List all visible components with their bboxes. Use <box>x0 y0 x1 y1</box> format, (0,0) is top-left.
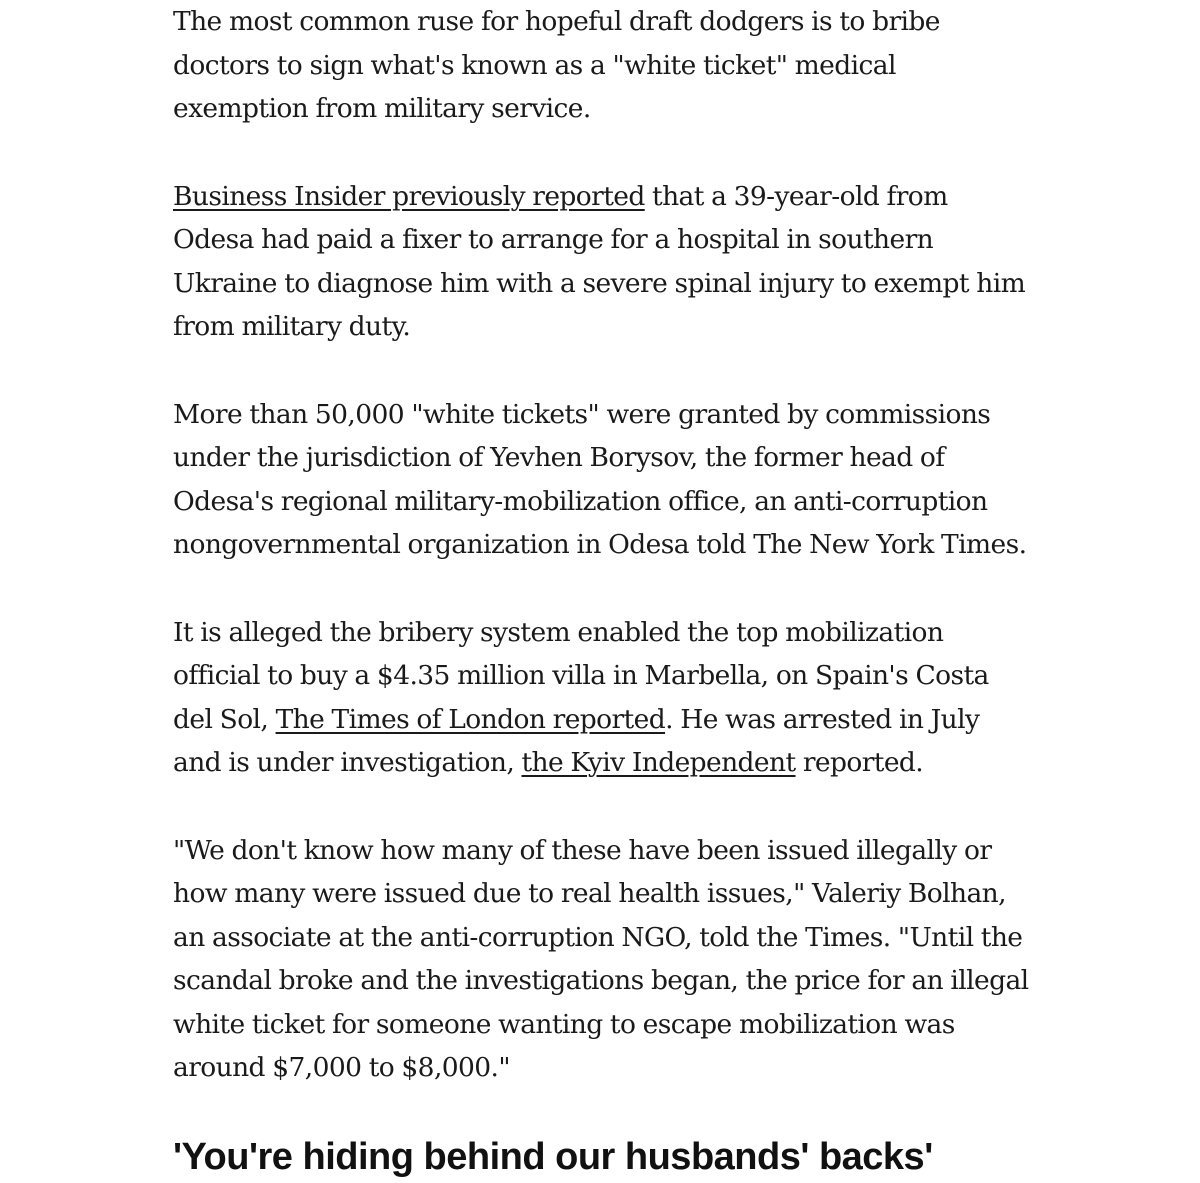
paragraph-text: The most common ruse for hopeful draft dodgers is to bribe doctors to sign what's known as a "white ticket" medical exemption from military service. <box>173 6 940 124</box>
link-times-of-london[interactable]: The Times of London reported <box>275 703 666 735</box>
paragraph-text: It is alleged the bribery system enabled the top mobilization official to buy a $4.35 million villa in Marbella, on Spain's Costa del Sol, <box>173 616 989 735</box>
paragraph-text: "We don't know how many of these have been issued illegally or how many were issued due to real health issues," Valeriy Bolhan, an associate at the anti-corruption NGO, told the Times. "Until the scandal broke and the investigations began, the price for an illegal white ticket for someone wanting to escape mobilization was around $7,000 to $8,000." <box>173 834 1029 1083</box>
paragraph-text: . He was arrested in July and is under investigation, <box>173 703 980 778</box>
paragraph-marbella-villa <box>173 611 1033 785</box>
paragraph-odesa-fixer <box>173 175 1033 349</box>
paragraph-text: that a 39-year-old from Odesa had paid a fixer to arrange for a hospital in southern Ukraine to diagnose him with a severe spinal injury to exempt him from military duty. <box>173 180 1026 342</box>
paragraph-text: More than 50,000 "white tickets" were granted by commissions under the jurisdiction of Yevhen Borysov, the former head of Odesa's regional military-mobilization office, an anti-corruption nongovernmental organization in Odesa told The New York Times. <box>173 398 1027 560</box>
article-body <box>173 0 1033 1180</box>
paragraph-white-ticket <box>173 0 1033 131</box>
link-business-insider[interactable]: Business Insider previously reported <box>173 180 645 212</box>
link-kyiv-independent[interactable]: the Kyiv Independent <box>521 747 796 778</box>
paragraph-bolhan-quote <box>173 829 1033 1090</box>
paragraph-borysov <box>173 393 1033 567</box>
section-heading: 'You're hiding behind our husbands' backs' <box>173 1135 933 1178</box>
paragraph-text: reported. <box>795 747 924 778</box>
